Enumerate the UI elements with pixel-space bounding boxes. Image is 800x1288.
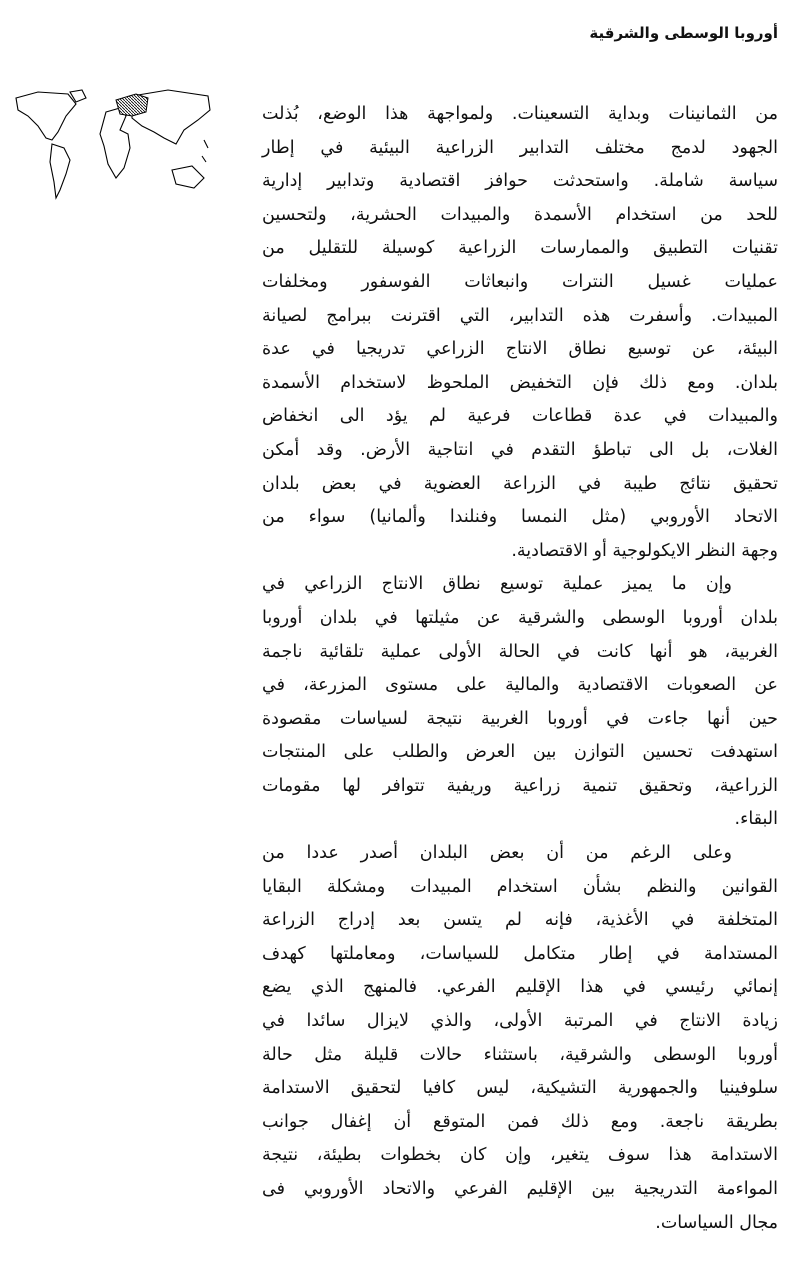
paragraph (262, 568, 778, 837)
text-line: أوروبا الوسطى والشرقية، باستثناء حالات قليلة مثل حالة (262, 1044, 778, 1065)
text-line: الغلات، بل الى تباطؤ التقدم في انتاجية الأرض. وقد أمكن (262, 439, 778, 460)
text-line: عن الصعوبات الاقتصادية والمالية على مستوى المزرعة، في (262, 675, 778, 696)
text-line: وعلى الرغم من أن بعض البلدان أصدر عددا من (262, 843, 732, 864)
text-line: الغربية، هو أنها كانت في الحالة الأولى عملية تلقائية ناجمة (262, 641, 778, 662)
text-line: المبيدات. وأسفرت هذه التدابير، التي اقترنت ببرامج لصيانة (262, 305, 778, 326)
paragraph (262, 837, 778, 1240)
text-line: المتخلفة في الأغذية، فإنه لم يتسن بعد إدراج الزراعة (262, 910, 778, 931)
text-line: والمبيدات في عدة قطاعات فرعية لم يؤد الى انخفاض (262, 406, 778, 427)
text-line: استهدفت تحسين التوازن بين العرض والطلب على المنتجات (262, 742, 778, 763)
text-line: تقنيات التطبيق والممارسات الزراعية كوسيلة للتقليل من (262, 238, 778, 259)
text-line: بلدان. ومع ذلك فإن التخفيض الملحوظ لاستخدام الأسمدة (262, 372, 778, 393)
world-map-icon (8, 86, 218, 216)
document-body (262, 98, 778, 1240)
text-line: البقاء. (734, 809, 778, 830)
text-line: بلدان أوروبا الوسطى والشرقية عن مثيلتها في بلدان أوروبا (262, 607, 778, 628)
text-line: سلوفينيا والجمهورية التشيكية، ليس كافيا لتحقيق الاستدامة (262, 1078, 778, 1099)
text-line: البيئة، عن توسيع نطاق الانتاج الزراعي تدريجيا في عدة (262, 339, 778, 360)
text-line: سياسة شاملة. واستحدثت حوافز اقتصادية وتدابير إدارية (262, 171, 778, 192)
text-line: الاستدامة هذا سوف يتغير، وإن كان بخطوات بطيئة، نتيجة (262, 1145, 778, 1166)
text-line: الزراعية، وتحقيق تنمية زراعية وريفية تتوافر لها مقومات (262, 775, 778, 796)
text-line: حين أنها جاءت في أوروبا الغربية نتيجة لسياسات مقصودة (262, 708, 778, 729)
text-line: وإن ما يميز عملية توسيع نطاق الانتاج الزراعي في (262, 574, 732, 595)
text-line: وجهة النظر الايكولوجية أو الاقتصادية. (511, 540, 778, 561)
text-line: الاتحاد الأوروبي (مثل النمسا وفنلندا وألمانيا) سواء من (262, 507, 778, 528)
text-line: إنمائي رئيسي في هذا الإقليم الفرعي. فالمنهج الذي يضع (262, 977, 778, 998)
text-line: زيادة الانتاج في المرتبة الأولى، والذي لايزال سائدا في (262, 1011, 778, 1032)
text-line: من الثمانينات وبداية التسعينات. ولمواجهة هذا الوضع، بُذلت (262, 104, 778, 124)
text-line: المستدامة في إطار متكامل للسياسات، ومعاملتها كهدف (262, 943, 778, 964)
text-line: القوانين والنظم بشأن استخدام المبيدات ومشكلة البقايا (262, 876, 778, 897)
text-line: للحد من استخدام الأسمدة والمبيدات الحشرية، ولتحسين (262, 204, 778, 225)
text-line: المواءمة التدريجية بين الإقليم الفرعي والاتحاد الأوروبي فى (262, 1179, 778, 1199)
text-line: عمليات غسيل النترات وانبعاثات الفوسفور ومخلفات (262, 271, 778, 292)
text-line: تحقيق نتائج طيبة في الزراعة العضوية في بعض بلدان (262, 473, 778, 494)
section-header: أوروبا الوسطى والشرقية (589, 24, 778, 42)
text-line: بطريقة ناجعة. ومع ذلك فمن المتوقع أن إغفال جوانب (262, 1111, 778, 1132)
text-line: مجال السياسات. (655, 1212, 778, 1233)
text-line: الجهود لدمج مختلف التدابير الزراعية البيئية في إطار (262, 137, 778, 158)
paragraph (262, 98, 778, 568)
